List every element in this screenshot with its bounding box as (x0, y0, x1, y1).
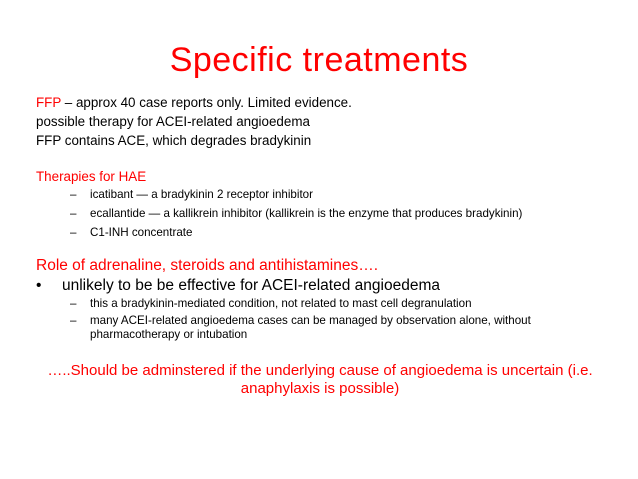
adrenaline-bullet: unlikely to be be effective for ACEI-related angioedema (62, 277, 440, 294)
adrenaline-sub-item-continued: pharmacotherapy or intubation (90, 328, 248, 341)
ffp-line-1 (36, 94, 352, 111)
hae-heading: Therapies for HAE (36, 169, 147, 184)
ffp-line-1-text: – approx 40 case reports only. Limited evidence. (61, 95, 352, 110)
adrenaline-sub-item: many ACEI-related angioedema cases can be managed by observation alone, without (90, 314, 531, 327)
ffp-label: FFP (36, 95, 62, 110)
adrenaline-heading: Role of adrenaline, steroids and antihistamines…. (36, 257, 379, 274)
ffp-line-3: FFP contains ACE, which degrades bradykinin (36, 133, 312, 148)
adrenaline-sub-item: this a bradykinin-mediated condition, not related to mast cell degranulation (90, 297, 472, 310)
dash-marker: – (70, 297, 77, 310)
slide-title: Specific treatments (169, 41, 469, 79)
dash-marker: – (70, 188, 77, 201)
dash-marker: – (70, 207, 77, 220)
closing-line-1: …..Should be adminstered if the underlying cause of angioedema is uncertain (i.e. (47, 362, 593, 379)
ffp-line-2: possible therapy for ACEI-related angioedema (36, 114, 310, 129)
hae-item: C1-INH concentrate (90, 226, 193, 239)
dash-marker: – (70, 314, 77, 327)
closing-line-2: anaphylaxis is possible) (240, 380, 400, 397)
hae-item: icatibant — a bradykinin 2 receptor inhibitor (90, 188, 313, 201)
bullet-marker: • (36, 277, 42, 294)
dash-marker: – (70, 226, 77, 239)
hae-item: ecallantide — a kallikrein inhibitor (kallikrein is the enzyme that produces bradykinin) (90, 207, 523, 220)
